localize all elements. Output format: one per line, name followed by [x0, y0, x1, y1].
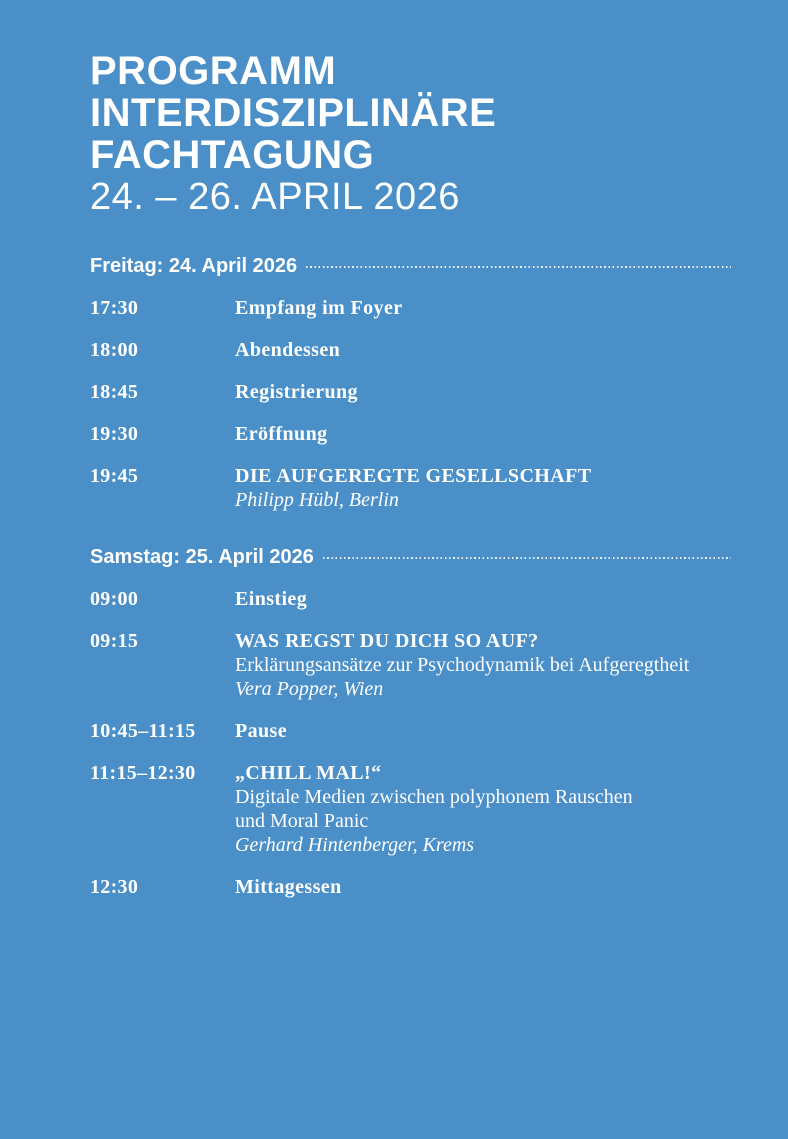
event: [235, 380, 748, 404]
schedule-row: [90, 380, 748, 404]
schedule-row: [90, 338, 748, 362]
schedule-row: [90, 629, 748, 701]
schedule-row: [90, 875, 748, 899]
schedule-row: [90, 761, 748, 857]
schedule-row: [90, 422, 748, 446]
day-header: [90, 254, 748, 278]
day-label: Freitag: 24. April 2026: [90, 255, 298, 277]
event: [235, 875, 748, 899]
day-label: Samstag: 25. April 2026: [90, 546, 314, 568]
event-title: Mittagessen: [235, 876, 342, 898]
speaker-name: Philipp Hübl, Berlin: [235, 489, 399, 511]
dotted-rule: [306, 266, 731, 268]
event: [235, 338, 748, 362]
time-label: 11:15–12:30: [90, 762, 196, 784]
time-label: 19:30: [90, 423, 139, 445]
event: [235, 296, 748, 320]
event: [235, 422, 748, 446]
program-subtitle: 24. – 26. APRIL 2026: [90, 176, 460, 218]
day-section: [90, 545, 748, 899]
event-title: WAS REGST DU DICH SO AUF?: [235, 630, 539, 652]
schedule-row: [90, 587, 748, 611]
time-label: 10:45–11:15: [90, 720, 196, 742]
event-title: Eröffnung: [235, 423, 328, 445]
event-description-line: Erklärungsansätze zur Psychodynamik bei Aufgeregtheit: [235, 654, 690, 676]
event: [235, 629, 748, 701]
program-title-line: FACHTAGUNG: [90, 133, 375, 177]
day-section: [90, 254, 748, 512]
event-title: „CHILL MAL!“: [235, 762, 382, 784]
event: [235, 719, 748, 743]
program-title-line: PROGRAMM: [90, 49, 337, 93]
event-title: Einstieg: [235, 588, 308, 610]
schedule-row: [90, 719, 748, 743]
event: [235, 587, 748, 611]
event-description-line: Digitale Medien zwischen polyphonem Rauschen: [235, 786, 633, 808]
program-header: [90, 50, 748, 218]
time-label: 18:45: [90, 381, 139, 403]
program-title-line: INTERDISZIPLINÄRE: [90, 91, 497, 135]
day-header: [90, 545, 748, 569]
schedule: [90, 254, 748, 899]
event-title: Abendessen: [235, 339, 341, 361]
schedule-row: [90, 296, 748, 320]
time-label: 17:30: [90, 297, 139, 319]
time-label: 09:00: [90, 588, 139, 610]
time-label: 12:30: [90, 876, 139, 898]
speaker-name: Vera Popper, Wien: [235, 678, 384, 700]
time-label: 19:45: [90, 465, 139, 487]
event: [235, 761, 748, 857]
event-title: DIE AUFGEREGTE GESELLSCHAFT: [235, 465, 592, 487]
time-label: 18:00: [90, 339, 139, 361]
event-title: Pause: [235, 720, 287, 742]
event-title: Registrierung: [235, 381, 358, 403]
time-label: 09:15: [90, 630, 139, 652]
speaker-name: Gerhard Hintenberger, Krems: [235, 834, 475, 856]
schedule-row: [90, 464, 748, 512]
event-description-line: und Moral Panic: [235, 810, 369, 832]
event: [235, 464, 748, 512]
event-title: Empfang im Foyer: [235, 297, 403, 319]
dotted-rule: [323, 557, 731, 559]
